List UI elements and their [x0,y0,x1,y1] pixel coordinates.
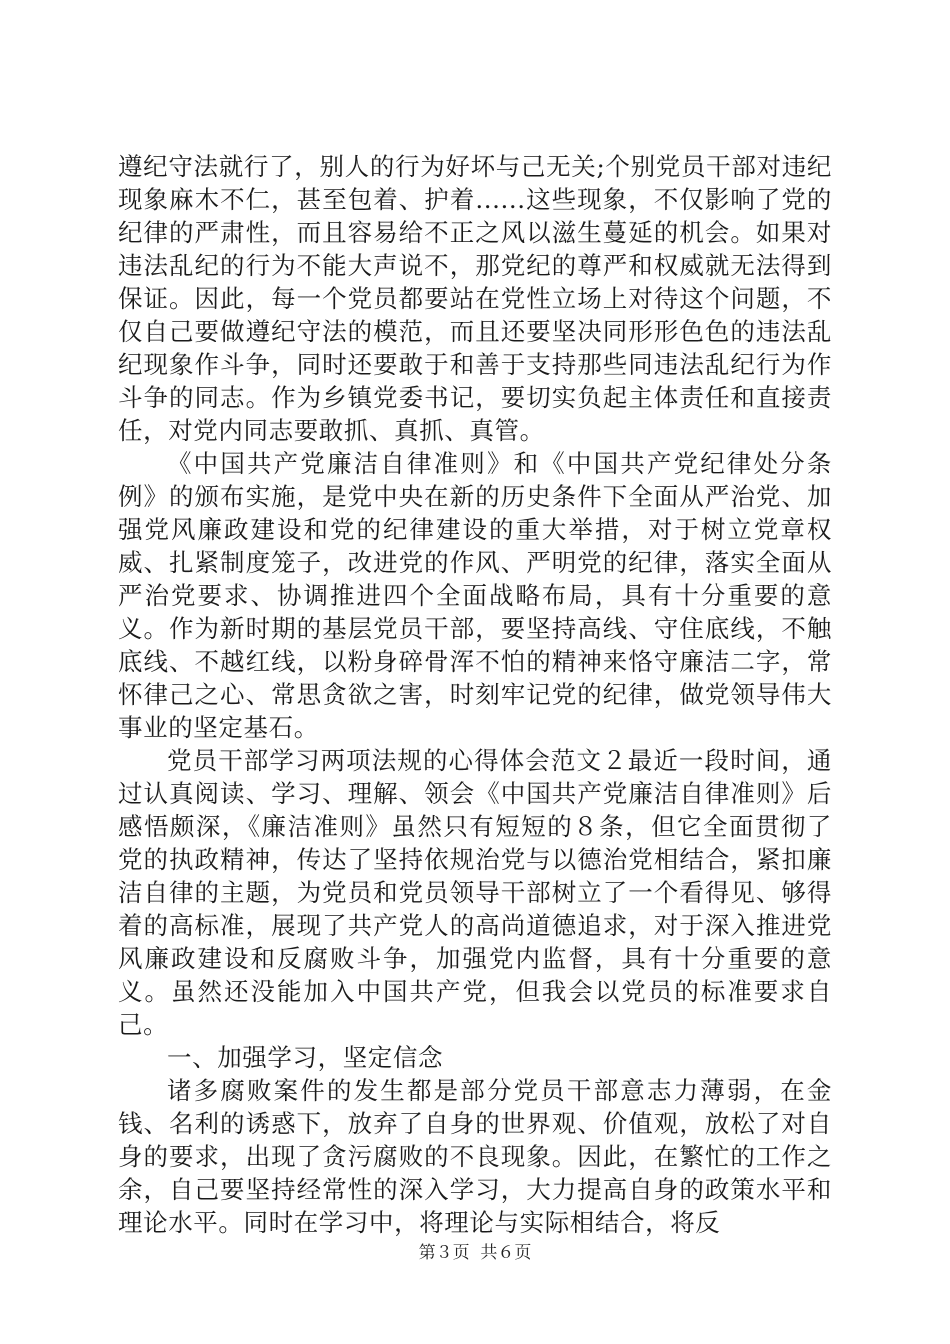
document-body [118,150,832,1239]
paragraph: 遵纪守法就行了，别人的行为好坏与己无关;个别党员干部对违纪现象麻木不仁，甚至包着、护着......这些现象，不仅影响了党的纪律的严肃性，而且容易给不正之风以滋生蔓延的机会。如果对违法乱纪的行为不能大声说不，那党纪的尊严和权威就无法得到保证。因此，每一个党员都要站在党性立场上对待这个问题，不仅自己要做遵纪守法的模范，而且还要坚决同形形色色的违法乱纪现象作斗争，同时还要敢于和善于支持那些同违法乱纪行为作斗争的同志。作为乡镇党委书记，要切实负起主体责任和直接责任，对党内同志要敢抓、真抓、真管。 [118,152,832,445]
section-heading: 一、加强学习，坚定信念 [167,1043,444,1072]
paragraph: 诸多腐败案件的发生都是部分党员干部意志力薄弱，在金钱、名利的诱惑下，放弃了自身的世界观、价值观，放松了对自身的要求，出现了贪污腐败的不良现象。因此，在繁忙的工作之余，自己要坚持经常性的深入学习，大力提高自身的政策水平和理论水平。同时在学习中，将理论与实际相结合，将反 [118,1076,832,1237]
page-footer [0,1242,950,1264]
paragraph: 党员干部学习两项法规的心得体会范文２最近一段时间，通过认真阅读、学习、理解、领会《中国共产党廉洁自律准则》后感悟颇深，《廉洁准则》虽然只有短短的８条，但它全面贯彻了党的执政精神，传达了坚持依规治党与以德治党相结合，紧扣廉洁自律的主题，为党员和党员领导干部树立了一个看得见、够得着的高标准，展现了共产党人的高尚道德追求，对于深入推进党风廉政建设和反腐败斗争，加强党内监督，具有十分重要的意义。虽然还没能加入中国共产党，但我会以党员的标准要求自己。 [118,746,832,1039]
page-number: 第３页 共６页 [418,1243,532,1263]
paragraph: 《中国共产党廉洁自律准则》和《中国共产党纪律处分条例》的颁布实施，是党中央在新的历史条件下全面从严治党、加强党风廉政建设和党的纪律建设的重大举措，对于树立党章权威、扎紧制度笼子，改进党的作风、严明党的纪律，落实全面从严治党要求、协调推进四个全面战略布局，具有十分重要的意义。作为新时期的基层党员干部，要坚持高线、守住底线，不触底线、不越红线，以粉身碎骨浑不怕的精神来恪守廉洁二字，常怀律己之心、常思贪欲之害，时刻牢记党的纪律，做党领导伟大事业的坚定基石。 [118,449,832,742]
